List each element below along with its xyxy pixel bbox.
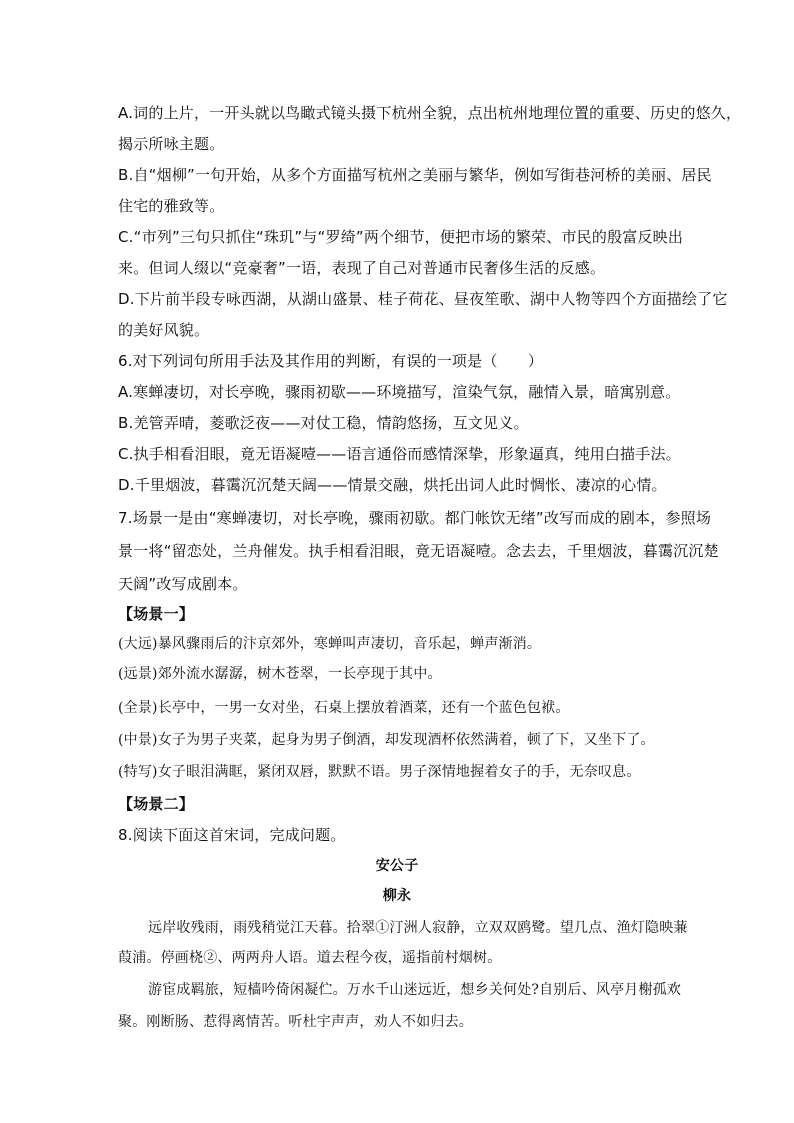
poem-stanza-1-line-2: 葭浦。停画桡②、两两舟人语。道去程今夜，遥指前村烟树。 xyxy=(118,950,502,966)
scene-one-heading: 【场景一】 xyxy=(118,605,195,623)
question-7-line-2: 景一将“留恋处，兰舟催发。执手相看泪眼，竟无语凝噎。念去去，千里烟波，暮霭沉沉楚 xyxy=(118,542,719,560)
poem-title: 安公子 xyxy=(375,858,419,874)
scene-two-heading: 【场景二】 xyxy=(118,795,195,813)
option-b-line-2: 住宅的雅致等。 xyxy=(118,197,225,215)
poem-stanza-2-line-2: 聚。刚断肠、惹得离情苦。听杜宇声声，劝人不如归去。 xyxy=(118,1014,473,1030)
question-8-stem: 8.阅读下面这首宋词，完成问题。 xyxy=(118,826,346,844)
option-a-line-2: 揭示所咏主题。 xyxy=(118,135,225,153)
option-b-line-1: B.自“烟柳”一句开始，从多个方面描写杭州之美丽与繁华，例如写街巷河桥的美丽、居民 xyxy=(118,166,712,184)
poem-stanza-1-line-1: 远岸收残雨，雨残稍觉江天暮。拾翠①汀洲人寂静，立双双鸥鹭。望几点、渔灯隐映蒹 xyxy=(148,920,688,936)
poem-author: 柳永 xyxy=(382,888,412,904)
question-6-option-b: B.羌管弄晴，菱歌泛夜——对仗工稳，情韵悠扬，互文见义。 xyxy=(118,414,529,432)
scene-one-shot-2: (远景)郊外流水潺潺，树木苍翠，一长亭现于其中。 xyxy=(118,666,442,682)
scene-one-shot-1: (大远)暴风骤雨后的汴京郊外，寒蝉叫声凄切，音乐起，蝉声渐消。 xyxy=(118,636,542,652)
question-6-option-a: A.寒蝉凄切，对长亭晚，骤雨初歇——环境描写，渲染气氛，融情入景，暗寓别意。 xyxy=(118,383,681,401)
poem-stanza-2-line-1: 游宦成羁旅，短樯吟倚闲凝伫。万水千山迷远近，想乡关何处?自别后、风亭月榭孤欢 xyxy=(148,982,682,998)
question-6-option-c: C.执手相看泪眼，竟无语凝噎——语言通俗而感情深挚，形象逼真，纯用白描手法。 xyxy=(118,445,681,463)
option-c-line-2: 来。但词人缀以“竞豪奢”一语，表现了自己对普通市民奢侈生活的反感。 xyxy=(118,259,606,277)
question-7-line-3: 天阔”改写成剧本。 xyxy=(118,575,248,593)
option-d-line-1: D.下片前半段专咏西湖，从湖山盛景、桂子荷花、昼夜笙歌、湖中人物等四个方面描绘了它 xyxy=(118,290,728,308)
scene-one-shot-3: (全景)长亭中，一男一女对坐，石桌上摆放着酒菜，还有一个蓝色包袱。 xyxy=(118,700,570,716)
option-a-line-1: A.词的上片，一开头就以鸟瞰式镜头摄下杭州全貌，点出杭州地理位置的重要、历史的悠久， xyxy=(118,104,742,122)
option-c-line-1: C.“市列”三句只抓住“珠玑”与“罗绮”两个细节，便把市场的繁荣、市民的殷富反映出 xyxy=(118,228,684,246)
scene-one-shot-4: (中景)女子为男子夹菜，起身为男子倒酒，却发现酒杯依然满着，顿了下，又坐下了。 xyxy=(118,732,655,748)
question-7-line-1: 7.场景一是由“寒蝉凄切，对长亭晚，骤雨初歇。都门帐饮无绪”改写而成的剧本，参照场 xyxy=(118,509,712,527)
question-6-stem: 6.对下列词句所用手法及其作用的判断，有误的一项是（ ） xyxy=(118,352,544,370)
scene-one-shot-5: (特写)女子眼泪满眶，紧闭双唇，默默不语。男子深情地握着女子的手，无奈叹息。 xyxy=(118,764,641,780)
question-6-option-d: D.千里烟波，暮霭沉沉楚天阔——情景交融，烘托出词人此时惆怅、凄凉的心情。 xyxy=(118,476,667,494)
option-d-line-2: 的美好风貌。 xyxy=(118,321,210,339)
